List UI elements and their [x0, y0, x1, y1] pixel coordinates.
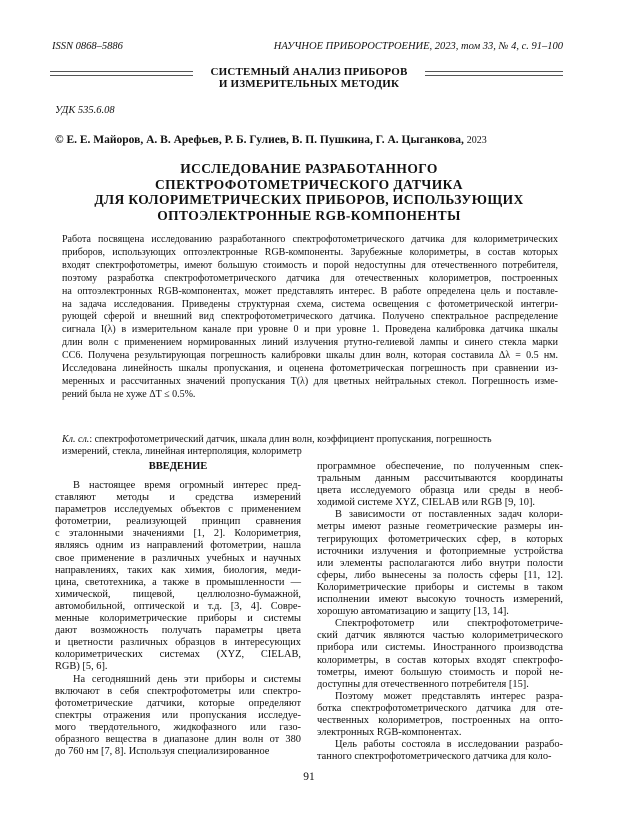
text-line: до 760 нм [7, 8]. Используя специализированное — [55, 746, 270, 758]
text-line: менные колориметрические приборы и системы — [55, 613, 301, 625]
text-line: дают возможность получать параметры цвета — [55, 625, 301, 637]
text-line: электронных RGB-компонентах. — [317, 727, 462, 739]
udk-code: УДК 535.6.08 — [55, 105, 115, 116]
text-line: приборов, использующих оптоэлектронные RGB-компоненты. Зарубежные колориметры, в состав которых — [62, 246, 558, 258]
text-line: на задача исследования. Приведены структурная схема, система освещения с фотометрической интегри- — [62, 298, 558, 310]
text-line: меренных и рассчитанных значений пропускания T(λ) для цветных нейтральных стекол. Погрешность изме- — [62, 375, 558, 387]
text-line: танного спектрофотометрического датчика для коло- — [317, 751, 552, 763]
text-line: автомобильной, оптической и т.д. [3, 4]. Совре- — [55, 600, 301, 612]
copyright-year: 2023 — [466, 135, 487, 146]
keywords — [62, 434, 492, 459]
title-line: ДЛЯ КОЛОРИМЕТРИЧЕСКИХ ПРИБОРОВ, ИСПОЛЬЗУЮЩИХ — [94, 192, 524, 207]
text-line: мого твердотельного, жидкофазного или газо- — [55, 721, 301, 733]
section-line-1: СИСТЕМНЫЙ АНАЛИЗ ПРИБОРОВ — [210, 66, 408, 78]
text-line: входят спектрофотометры, имеют большую стоимость и порой недоступны для отечественного потребителя, — [62, 259, 558, 271]
text-line: метры имеют разные геометрические размеры ин- — [317, 521, 563, 533]
text-line: доступны для отечественного потребителя [15]. — [317, 678, 529, 690]
section-heading-introduction: ВВЕДЕНИЕ — [148, 461, 208, 472]
left-column — [55, 480, 301, 758]
text-line: чественных колориметров, построенных на опто- — [317, 714, 563, 726]
text-line: фотометрические датчики, которые определяют — [55, 697, 301, 709]
text-line: на оптоэлектронных RGB-компонентах, может представлять интерес. В работе определена цель и поставле- — [62, 285, 558, 297]
text-line: тральным данным рассчитываются координаты — [317, 473, 563, 485]
journal-section-heading — [0, 66, 618, 90]
text-line: Поэтому может представлять интерес разра- — [335, 690, 563, 702]
title-line: ИССЛЕДОВАНИЕ РАЗРАБОТАННОГО — [180, 161, 438, 176]
text-line: поэтому разработка спектрофотометрического датчика для отечественных колориметров, построенных — [62, 272, 558, 284]
text-line: В настоящее время огромный интерес пред- — [73, 480, 301, 491]
text-line: направлениях, таких как химия, биология, меди- — [55, 564, 301, 576]
text-line: фотометрии, реализующей принцип сравнения — [55, 516, 301, 528]
text-line: тометры, имеют большую стоимость и порой не- — [317, 666, 563, 678]
text-line: параметров исследуемых объектов с применением — [55, 504, 301, 516]
text-line: ботка спектрофотометрического датчика для оте- — [317, 702, 563, 714]
text-line: химической, пищевой, целлюлозно-бумажной, — [55, 588, 301, 600]
text-line: с эталонными значениями [1, 2]. Колориметрия, — [55, 528, 301, 540]
paragraph — [317, 509, 563, 618]
paragraph — [317, 618, 563, 691]
journal-citation: НАУЧНОЕ ПРИБОРОСТРОЕНИЕ, 2023, том 33, № 4, с. 91–100 — [273, 41, 563, 52]
paragraph — [55, 674, 301, 759]
text-line: колориметры, в состав которых входят спектрофо- — [317, 654, 563, 666]
text-line: Спектрофотометр или спектрофотометриче- — [335, 618, 563, 630]
article-title — [0, 161, 618, 223]
text-line: сигнала I(λ) в измерительном канале при уровне 0 и при уровне 1. Проведена калибровка датчика шкалы — [62, 324, 558, 336]
text-line: спектры отражения или пропускания исследуе- — [55, 709, 301, 721]
section-line-2: И ИЗМЕРИТЕЛЬНЫХ МЕТОДИК — [218, 78, 400, 90]
text-line: рений была не хуже ΔT ≤ 0.5%. — [62, 388, 196, 400]
text-line: программное обеспечение, по полученным спек- — [317, 461, 563, 472]
text-line: Работа посвящена исследованию разработанного спектрофотометрического датчика для колориметрических — [62, 234, 558, 245]
keywords-label: Кл. сл. — [62, 434, 90, 445]
paragraph — [62, 234, 558, 402]
paragraph — [317, 691, 563, 739]
text-line: длин волн с применением нормированных линий излучения ртутно-гелиевой лампы и синего стекла марки — [62, 337, 558, 349]
text-line: ходимой системе XYZ, CIELAB или RGB [9, 10]. — [317, 497, 536, 509]
paragraph — [317, 739, 563, 763]
text-line: прибора или системы. Иностранного производства — [317, 642, 563, 654]
text-line: Исследована линейность шкалы пропускания, и оценена фотометрическая погрешность при сравнении из- — [62, 363, 558, 375]
right-column — [317, 461, 563, 763]
text-line: являясь одним из направлений фотометрии, нашла — [55, 540, 301, 552]
text-line: цвета исследуемого образца или среды в необ- — [317, 485, 563, 497]
text-line: ставляют методы и средства измерений — [55, 492, 301, 504]
text-line: СС6. Получена результирующая погрешность калибровки шкалы длин волн, которая составила Δλ = 0.5 нм. — [62, 350, 558, 362]
text-line: ский датчик являются частью колориметрического — [317, 630, 563, 642]
authors — [55, 134, 487, 146]
text-line: цина, светотехника, а также в промышленности — — [55, 576, 301, 588]
author-names: © Е. Е. Майоров, А. В. Арефьев, Р. Б. Гулиев, В. П. Пушкина, Г. А. Цыганкова, — [55, 134, 464, 146]
text-line: тегрирующих фотометрических сфер, в которых — [317, 533, 563, 545]
page-number: 91 — [303, 771, 315, 783]
text-line: хорошую автоматизацию и защиту [13, 14]. — [317, 606, 509, 618]
text-line: Колориметрические приборы и системы в таком — [317, 581, 563, 593]
text-line: включают в себя спектрофотометры или спектро- — [55, 685, 301, 697]
text-line: В зависимости от поставленных задач колори- — [335, 509, 563, 521]
title-line: ОПТОЭЛЕКТРОННЫЕ RGB-КОМПОНЕНТЫ — [157, 207, 461, 223]
text-line: и цветности различных образцов в интересующих — [55, 637, 301, 649]
keywords-text: : спектрофотометрический датчик, шкала длин волн, коэффициент пропускания, погрешность — [89, 434, 492, 445]
issn: ISSN 0868–5886 — [52, 41, 123, 52]
text-line: образного вещества в диапазоне длин волн от 380 — [55, 733, 301, 745]
paragraph — [317, 461, 563, 509]
text-line: колориметрических системах (XYZ, CIELAB, — [55, 649, 301, 661]
text-line: источники излучения и фотоприемные устройства — [317, 545, 563, 557]
text-line: свое применение в различных учебных и научных — [55, 552, 301, 564]
text-line: сферы, либо вынесены за полость сферы [11, 12]. — [317, 569, 563, 581]
text-line: или элементы располагаются либо внутри полости — [317, 557, 563, 569]
abstract — [62, 234, 558, 402]
text-line: Цель работы состояла в исследовании разрабо- — [335, 739, 563, 751]
paragraph — [55, 480, 301, 674]
title-line: СПЕКТРОФОТОМЕТРИЧЕСКОГО ДАТЧИКА — [155, 176, 463, 192]
text-line: RGB) [5, 6]. — [55, 661, 108, 673]
keywords-text: измерений, стекла, линейная интерполяция, колориметр — [62, 446, 302, 458]
text-line: рующей сферой и внешний вид спектрофотометрического датчика. Получено спектральное распределение — [62, 311, 558, 323]
text-line: На сегодняшний день эти приборы и системы — [73, 673, 301, 685]
text-line: исполнении имеют высокую точность измерений, — [317, 594, 563, 606]
